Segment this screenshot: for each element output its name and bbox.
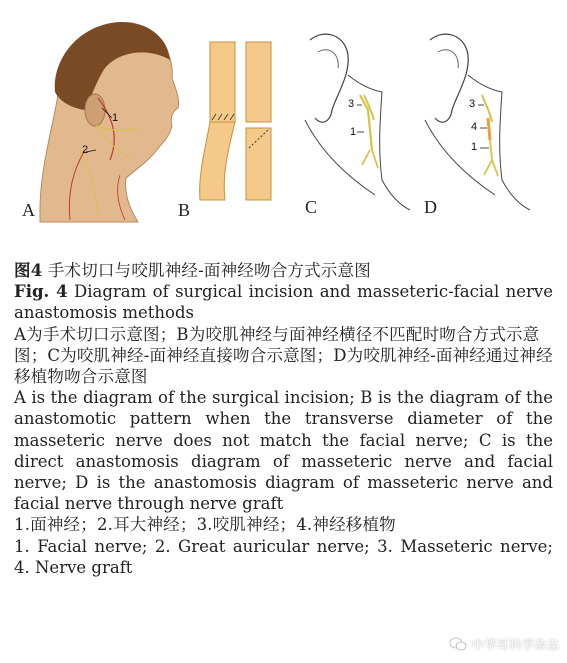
journal-watermark — [449, 635, 559, 653]
caption-en-legend: 1. Facial nerve; 2. Great auricular nerve; 3. Masseteric nerve; 4. Nerve graft — [14, 536, 553, 577]
panel-a-head-illustration — [40, 22, 179, 222]
panel-label-b: B — [178, 200, 191, 220]
panel-a-label-facial-nerve: 1 — [112, 112, 119, 124]
caption-en-title-text: Diagram of surgical incision and masseteric-facial nerve anastomosis methods — [14, 282, 553, 323]
panel-d-label-nerve-graft: 4 — [471, 121, 478, 133]
panel-label-d: D — [424, 197, 437, 217]
caption-zh-title — [14, 260, 553, 281]
caption-en-description: A is the diagram of the surgical incision; B is the diagram of the anastomotic pattern when the transverse diameter of the masseteric nerve does not match the facial nerve; C is the direct anastomosis diagram of masseteric nerve and facial nerve; D is the anastomosis diagram of masseteric nerve and facial nerve through nerve graft — [14, 388, 553, 514]
figure-caption — [14, 260, 553, 578]
panel-label-a: A — [22, 200, 35, 220]
caption-zh-legend: 1.面神经；2.耳大神经；3.咬肌神经；4.神经移植物 — [14, 515, 396, 535]
panel-d-ear-diagram — [425, 34, 530, 210]
caption-zh-title-text: 手术切口与咬肌神经-面神经吻合方式示意图 — [42, 261, 371, 280]
figure — [0, 0, 567, 238]
caption-en-figure-number: Fig. 4 — [14, 282, 68, 302]
panel-c-label-facial-nerve: 1 — [350, 126, 357, 138]
panel-c-ear-diagram — [305, 34, 410, 210]
panel-d-label-facial-nerve: 1 — [471, 141, 478, 153]
panel-label-c: C — [305, 197, 318, 217]
caption-en-title — [14, 281, 553, 323]
panel-d-label-masseteric-nerve: 3 — [469, 98, 476, 110]
panel-a-label-auricular-nerve: 2 — [82, 144, 89, 156]
panel-c-label-masseteric-nerve: 3 — [348, 98, 355, 110]
panel-b-graft-diagram — [200, 42, 271, 200]
figure-illustrations — [0, 0, 567, 238]
caption-zh-description: A为手术切口示意图；B为咬肌神经与面神经横径不匹配时吻合方式示意图；C为咬肌神经-面神经直接吻合示意图；D为咬肌神经-面神经通过神经移植物吻合示意图 — [14, 324, 553, 387]
wechat-icon — [449, 637, 467, 651]
watermark-text: 中华耳科学杂志 — [471, 637, 559, 652]
caption-zh-figure-number: 图4 — [14, 261, 43, 280]
